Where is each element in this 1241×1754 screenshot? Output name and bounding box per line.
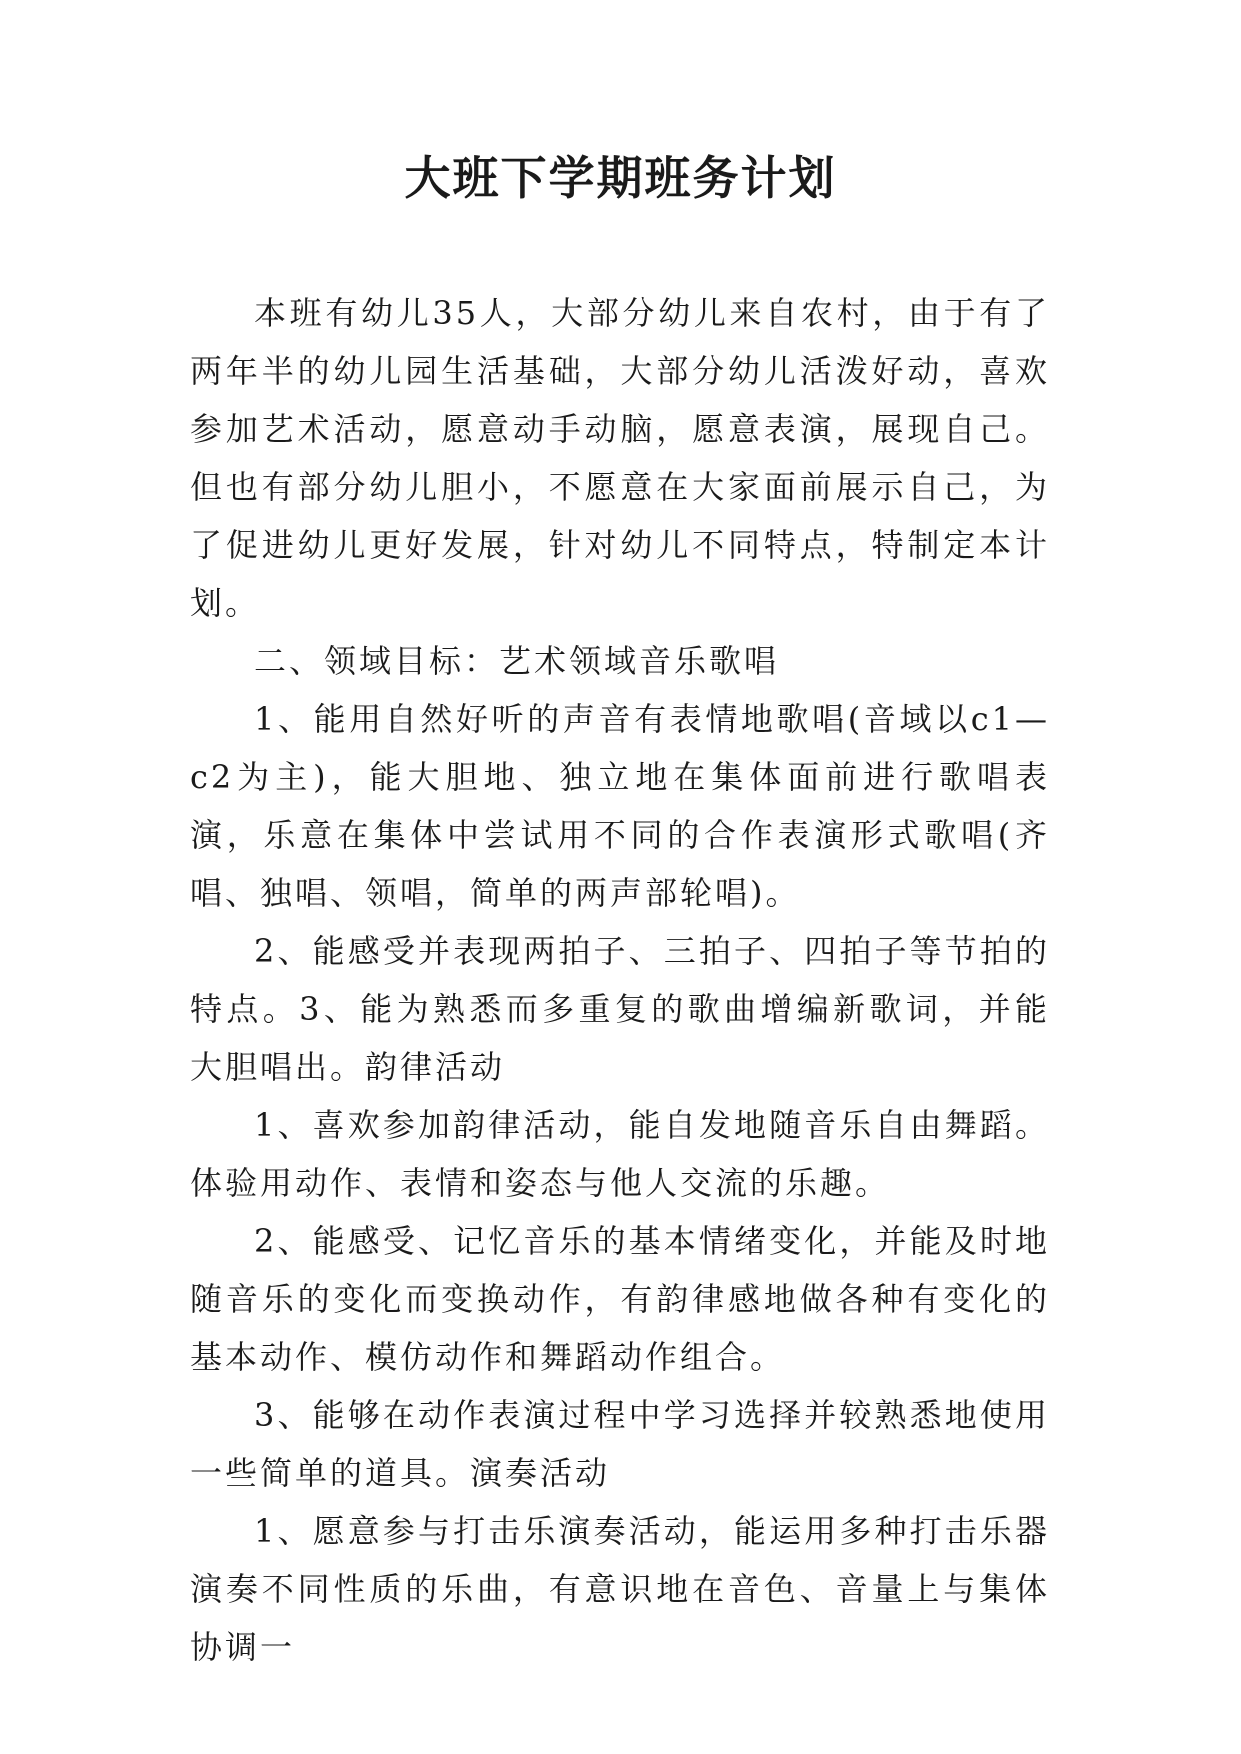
document-title: 大班下学期班务计划 [404,151,837,205]
paragraph-rhythm-goal-3: 3、能够在动作表演过程中学习选择并较熟悉地使用一些简单的道具。演奏活动 [190,1396,1050,1492]
document-body [190,284,1050,1676]
paragraph-class-overview: 本班有幼儿35人，大部分幼儿来自农村，由于有了两年半的幼儿园生活基础，大部分幼儿活泼好动，喜欢参加艺术活动，愿意动手动脑，愿意表演，展现自己。但也有部分幼儿胆小，不愿意在大家面前展示自己，为了促进幼儿更好发展，针对幼儿不同特点，特制定本计划。 [190,294,1050,622]
paragraph-performance-goal-1: 1、愿意参与打击乐演奏活动，能运用多种打击乐器演奏不同性质的乐曲，有意识地在音色、音量上与集体协调一 [190,1512,1050,1666]
paragraph-rhythm-goal-1: 1、喜欢参加韵律活动，能自发地随音乐自由舞蹈。体验用动作、表情和姿态与他人交流的乐趣。 [190,1106,1050,1202]
paragraph-singing-goal-2: 2、能感受并表现两拍子、三拍子、四拍子等节拍的特点。3、能为熟悉而多重复的歌曲增编新歌词，并能大胆唱出。韵律活动 [190,932,1050,1086]
paragraph-domain-goals-heading: 二、领域目标：艺术领域音乐歌唱 [254,642,780,680]
paragraph-singing-goal-1: 1、能用自然好听的声音有表情地歌唱(音域以c1—c2为主)，能大胆地、独立地在集体面前进行歌唱表演，乐意在集体中尝试用不同的合作表演形式歌唱(齐唱、独唱、领唱，简单的两声部轮唱)。 [190,700,1050,912]
paragraph-rhythm-goal-2: 2、能感受、记忆音乐的基本情绪变化，并能及时地随音乐的变化而变换动作，有韵律感地做各种有变化的基本动作、模仿动作和舞蹈动作组合。 [190,1222,1050,1376]
